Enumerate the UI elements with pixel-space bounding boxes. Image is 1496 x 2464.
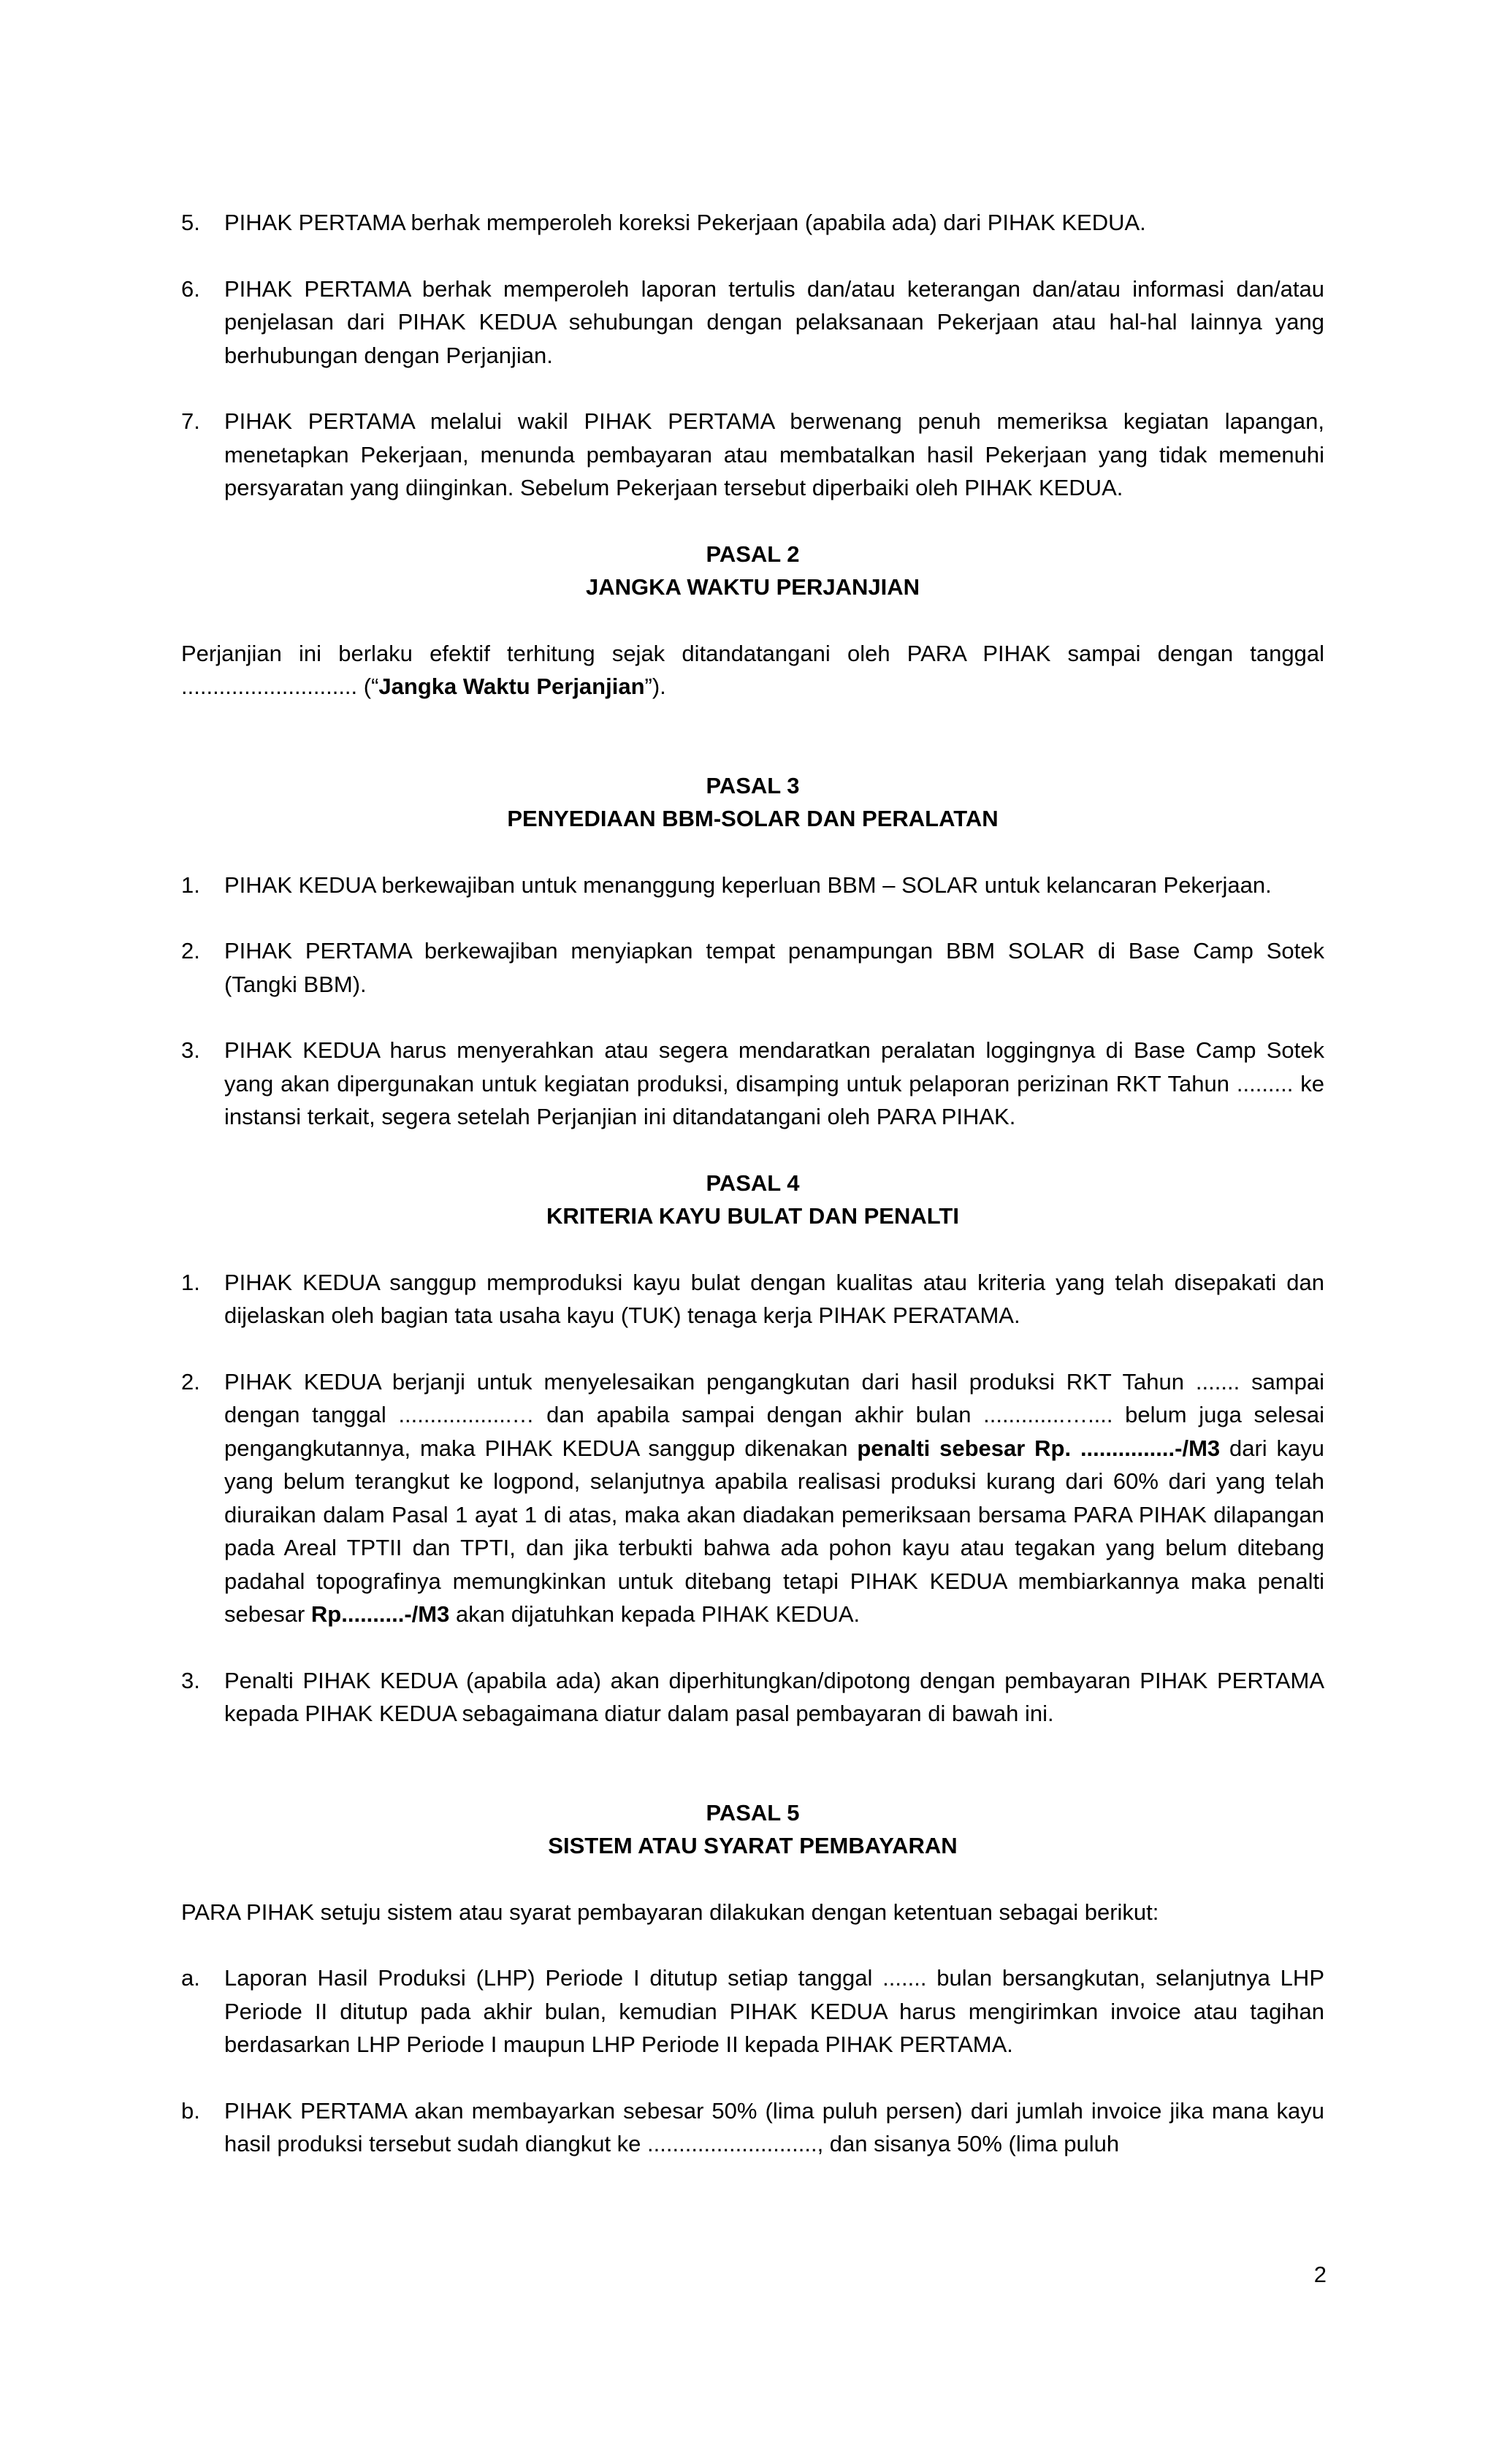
section-number: PASAL 2 <box>706 541 800 567</box>
item-text: PIHAK PERTAMA berhak memperoleh laporan tertulis dan/atau keterangan dan/atau informasi dan/atau penjelasan dari PIHAK KEDUA sehubungan dengan pelaksanaan Pekerjaan atau hal-hal lainnya yang berhubungan dengan Perjanjian. <box>224 275 1324 368</box>
bold-term: penalti sebesar Rp. ...............-/M3 <box>857 1435 1221 1461</box>
item-text: PIHAK PERTAMA melalui wakil PIHAK PERTAMA berwenang penuh memeriksa kegiatan lapangan, menetapkan Pekerjaan, menunda pembayaran atau membatalkan hasil Pekerjaan yang tidak memenuhi persyaratan yang diinginkan. Sebelum Pekerjaan tersebut diperbaiki oleh PIHAK KEDUA. <box>224 408 1324 500</box>
item-number: a. <box>181 1965 200 1991</box>
item-number: 3. <box>181 1667 200 1693</box>
section-number: PASAL 4 <box>706 1170 800 1196</box>
item-text: PIHAK KEDUA berkewajiban untuk menanggung keperluan BBM – SOLAR untuk kelancaran Pekerjaan. <box>224 871 1272 898</box>
bold-term: Rp..........-/M3 <box>310 1601 450 1627</box>
item-text: PIHAK PERTAMA akan membayarkan sebesar 50% (lima puluh persen) dari jumlah invoice jika mana kayu hasil produksi tersebut sudah diangkut ke ..........................., dan sisanya 50% (lima puluh <box>224 2097 1324 2156</box>
item-number: b. <box>181 2097 200 2124</box>
paragraph: PARA PIHAK setuju sistem atau syarat pembayaran dilakukan dengan ketentuan sebagai berikut: <box>181 1899 1159 1925</box>
list-item <box>181 206 1324 240</box>
item-text: PIHAK KEDUA berjanji untuk menyelesaikan pengangkutan dari hasil produksi RKT Tahun ....... sampai dengan tanggal ..................… dan apabila sampai dengan akhir bulan .............….... belum juga selesai pengangkutannya, maka PIHAK KEDUA sanggup dikenakan penalti sebesar Rp. ...............-/M3 dari kayu yang belum terangkut ke logpond, selanjutnya apabila realisasi produksi kurang dari 60% dari yang telah diuraikan dalam Pasal 1 ayat 1 di atas, maka akan diadakan pemeriksaan bersama PARA PIHAK dilapangan pada Areal TPTII dan TPTI, dan jika terbukti bahwa ada pohon kayu atau tegakan yang belum ditebang padahal topografinya memungkinkan untuk ditebang tetapi PIHAK KEDUA membiarkannya maka penalti sebesar Rp..........-/M3 akan dijatuhkan kepada PIHAK KEDUA. <box>224 1368 1324 1627</box>
list-item <box>181 869 1324 902</box>
section-title: KRITERIA KAYU BULAT DAN PENALTI <box>546 1203 959 1229</box>
list-item <box>181 2094 1324 2161</box>
item-text: PIHAK PERTAMA berkewajiban menyiapkan tempat penampungan BBM SOLAR di Base Camp Sotek (Tangki BBM). <box>224 938 1324 997</box>
item-number: 3. <box>181 1037 200 1063</box>
item-number: 1. <box>181 871 200 898</box>
bold-term: Jangka Waktu Perjanjian <box>378 674 645 699</box>
list-item <box>181 1266 1324 1332</box>
paragraph: Perjanjian ini berlaku efektif terhitung sejak ditandatangani oleh PARA PIHAK sampai dengan tanggal ............................ (“Jangka Waktu Perjanjian”). <box>181 640 1324 699</box>
item-number: 6. <box>181 275 200 302</box>
section-title: JANGKA WAKTU PERJANJIAN <box>585 574 920 600</box>
item-text: PIHAK KEDUA harus menyerahkan atau segera mendaratkan peralatan loggingnya di Base Camp Sotek yang akan dipergunakan untuk kegiatan produksi, disamping untuk pelaporan perizinan RKT Tahun ......... ke instansi terkait, segera setelah Perjanjian ini ditandatangani oleh PARA PIHAK. <box>224 1037 1324 1129</box>
section-title: PENYEDIAAN BBM-SOLAR DAN PERALATAN <box>507 806 999 831</box>
list-item <box>181 1365 1324 1631</box>
item-text: PIHAK KEDUA sanggup memproduksi kayu bulat dengan kualitas atau kriteria yang telah disepakati dan dijelaskan oleh bagian tata usaha kayu (TUK) tenaga kerja PIHAK PERATAMA. <box>224 1269 1324 1328</box>
item-number: 2. <box>181 938 200 964</box>
item-number: 7. <box>181 408 200 434</box>
list-item <box>181 405 1324 505</box>
page-number: 2 <box>1313 2262 1327 2287</box>
section-number: PASAL 5 <box>706 1799 800 1826</box>
item-number: 1. <box>181 1269 200 1295</box>
item-number: 5. <box>181 210 200 235</box>
document-page <box>181 206 1324 2161</box>
list-item <box>181 934 1324 1001</box>
list-item <box>181 1664 1324 1731</box>
section-title: SISTEM ATAU SYARAT PEMBAYARAN <box>548 1833 958 1858</box>
section-number: PASAL 3 <box>706 772 800 798</box>
list-item <box>181 1961 1324 2061</box>
item-text: Penalti PIHAK KEDUA (apabila ada) akan diperhitungkan/dipotong dengan pembayaran PIHAK PERTAMA kepada PIHAK KEDUA sebagaimana diatur dalam pasal pembayaran di bawah ini. <box>224 1667 1324 1726</box>
item-number: 2. <box>181 1368 200 1395</box>
list-item <box>181 1034 1324 1134</box>
item-text: PIHAK PERTAMA berhak memperoleh koreksi Pekerjaan (apabila ada) dari PIHAK KEDUA. <box>224 210 1146 235</box>
list-item <box>181 272 1324 373</box>
item-text: Laporan Hasil Produksi (LHP) Periode I ditutup setiap tanggal ....... bulan bersangkutan, selanjutnya LHP Periode II ditutup pada akhir bulan, kemudian PIHAK KEDUA harus mengirimkan invoice atau tagihan berdasarkan LHP Periode I maupun LHP Periode II kepada PIHAK PERTAMA. <box>224 1965 1324 2057</box>
